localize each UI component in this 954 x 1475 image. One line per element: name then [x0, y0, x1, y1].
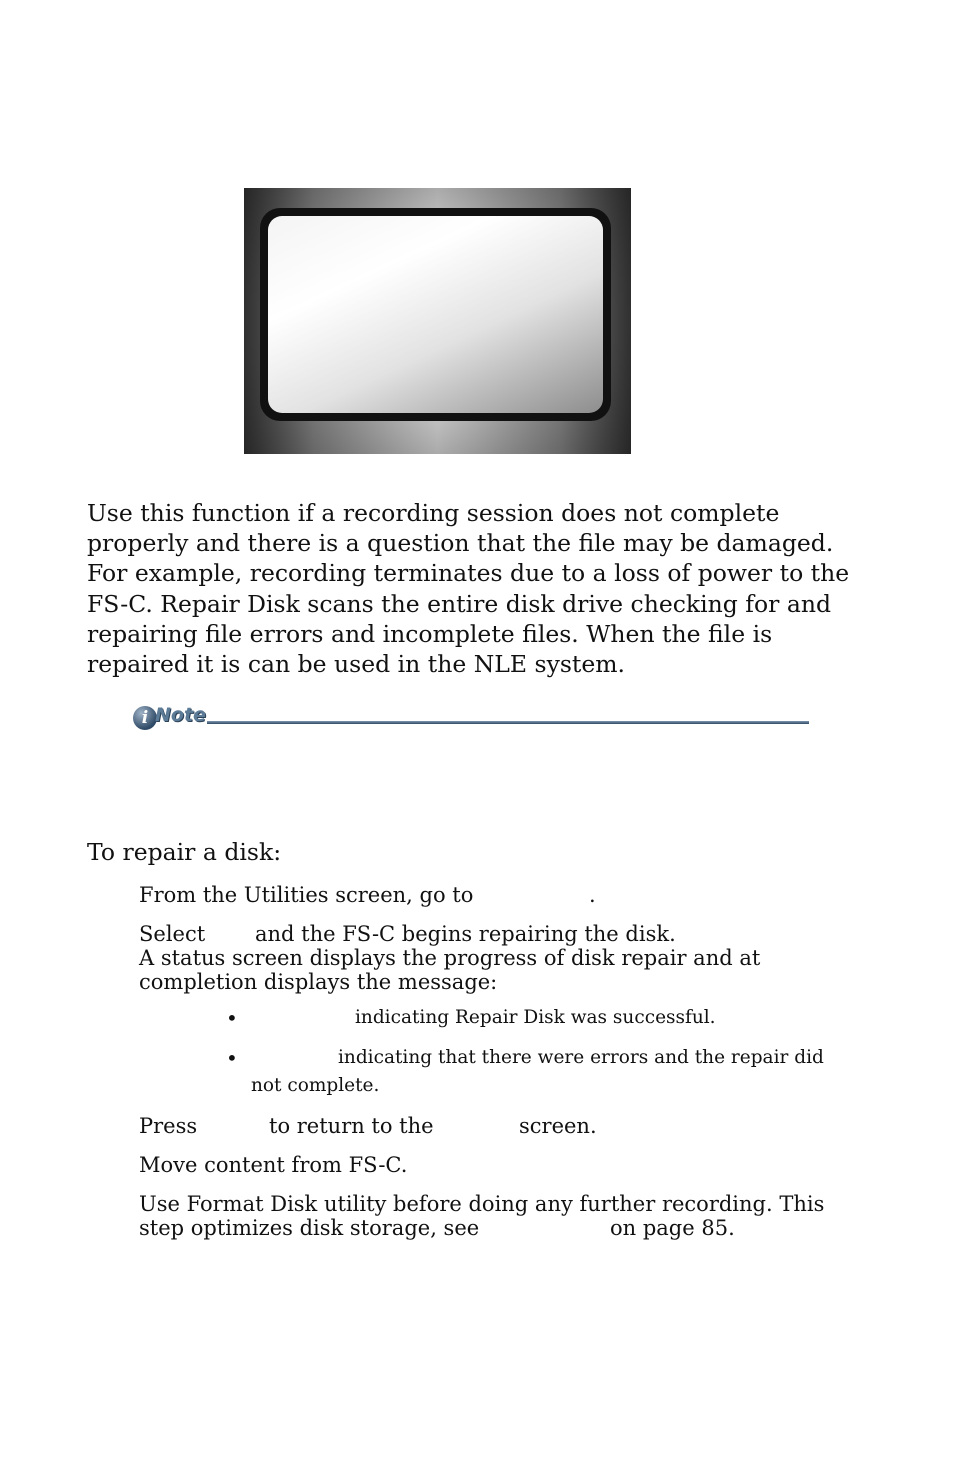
paragraph-line: Use this function if a recording session does not complete [87, 499, 780, 527]
paragraph-line: properly and there is a question that the file may be damaged. [87, 529, 834, 558]
info-icon: i [133, 706, 157, 730]
step-2-text: and the FS-C begins repairing the disk. [255, 922, 676, 946]
note-banner [133, 703, 813, 733]
screen-display-blank [268, 216, 603, 413]
procedure-heading: To repair a disk: [87, 838, 282, 866]
bullet-marker: • [226, 1006, 238, 1030]
lcd-screen-illustration [244, 188, 631, 454]
intro-paragraph [87, 498, 850, 679]
step-3-screen: screen. [519, 1114, 597, 1138]
step-2-line3: completion displays the message: [139, 970, 498, 994]
step-4-text: Move content from FS-C. [139, 1153, 408, 1177]
step-5-line2: step optimizes disk storage, see [139, 1216, 480, 1240]
paragraph-line: repairing file errors and incomplete files. When the file is [87, 619, 773, 648]
note-divider [207, 721, 809, 724]
bullet-error-text: indicating that there were errors and the repair did [338, 1047, 824, 1068]
step-5-line1: Use Format Disk utility before doing any further recording. This [139, 1192, 825, 1216]
step-1-text: From the Utilities screen, go to [139, 883, 474, 907]
paragraph-line: For example, recording terminates due to a loss of power to the [87, 559, 850, 588]
step-3-text: to return to the [269, 1114, 434, 1138]
screen-bezel [260, 208, 611, 421]
bullet-marker: • [226, 1046, 238, 1070]
step-3-press: Press [139, 1114, 198, 1138]
step-2-select: Select [139, 922, 206, 946]
paragraph-line: repaired it is can be used in the NLE system. [87, 650, 626, 679]
note-label: Note [155, 704, 206, 726]
bullet-error-text-cont: not complete. [251, 1075, 380, 1096]
step-2-line2: A status screen displays the progress of disk repair and at [139, 946, 761, 970]
bullet-success-text: indicating Repair Disk was successful. [355, 1007, 716, 1028]
paragraph-line: FS-C. Repair Disk scans the entire disk drive checking for and [87, 589, 832, 618]
step-5-page-ref: on page 85. [610, 1216, 735, 1240]
step-1-period: . [589, 883, 596, 907]
